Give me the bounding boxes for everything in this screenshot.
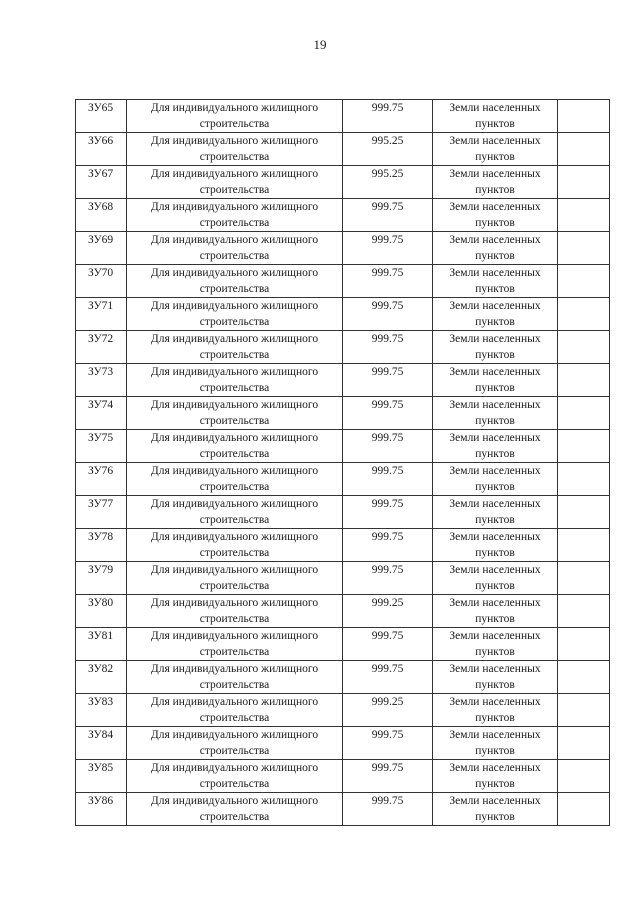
- extra-cell: [558, 430, 610, 463]
- parcel-id: ЗУ73: [88, 366, 114, 378]
- permitted-use-cell: [127, 595, 343, 628]
- extra-cell: [558, 595, 610, 628]
- permitted-use-line-1: Для индивидуального жилищного: [150, 465, 319, 477]
- parcel-id: ЗУ83: [88, 696, 114, 708]
- parcel-area: 999.75: [371, 498, 404, 510]
- land-category-line-1: Земли населенных: [449, 267, 541, 279]
- permitted-use-line-1: Для индивидуального жилищного: [150, 135, 319, 147]
- table-row: [76, 760, 610, 793]
- permitted-use-line-2: строительства: [199, 415, 270, 427]
- area-cell: [343, 496, 433, 529]
- parcel-id: ЗУ86: [88, 795, 114, 807]
- land-category-cell: [433, 529, 558, 562]
- land-category-cell: [433, 298, 558, 331]
- extra-cell: [558, 133, 610, 166]
- parcel-id-cell: [76, 628, 127, 661]
- land-category-line-2: пунктов: [475, 349, 515, 361]
- permitted-use-cell: [127, 628, 343, 661]
- land-category-line-1: Земли населенных: [449, 663, 541, 675]
- land-category-line-1: Земли населенных: [449, 597, 541, 609]
- permitted-use-line-1: Для индивидуального жилищного: [150, 630, 319, 642]
- parcel-id-cell: [76, 562, 127, 595]
- area-cell: [343, 166, 433, 199]
- permitted-use-cell: [127, 331, 343, 364]
- land-category-cell: [433, 727, 558, 760]
- extra-cell: [558, 727, 610, 760]
- permitted-use-line-1: Для индивидуального жилищного: [150, 696, 319, 708]
- permitted-use-line-2: строительства: [199, 184, 270, 196]
- table-row: [76, 694, 610, 727]
- area-cell: [343, 760, 433, 793]
- parcel-area: 999.25: [371, 696, 404, 708]
- permitted-use-line-2: строительства: [199, 547, 270, 559]
- extra-cell: [558, 463, 610, 496]
- permitted-use-line-2: строительства: [199, 811, 270, 823]
- parcel-id-cell: [76, 265, 127, 298]
- area-cell: [343, 331, 433, 364]
- table-row: [76, 463, 610, 496]
- land-category-line-2: пунктов: [475, 481, 515, 493]
- area-cell: [343, 694, 433, 727]
- parcel-id: ЗУ67: [88, 168, 114, 180]
- land-category-line-1: Земли населенных: [449, 399, 541, 411]
- permitted-use-cell: [127, 661, 343, 694]
- table-row: [76, 133, 610, 166]
- parcel-id-cell: [76, 760, 127, 793]
- land-category-cell: [433, 595, 558, 628]
- table-row: [76, 232, 610, 265]
- land-category-line-2: пунктов: [475, 316, 515, 328]
- parcel-id-cell: [76, 463, 127, 496]
- permitted-use-cell: [127, 694, 343, 727]
- extra-cell: [558, 694, 610, 727]
- land-category-line-1: Земли населенных: [449, 564, 541, 576]
- parcel-id: ЗУ65: [88, 102, 114, 114]
- land-category-line-1: Земли населенных: [449, 630, 541, 642]
- table-row: [76, 430, 610, 463]
- parcel-area: 999.75: [371, 201, 404, 213]
- land-category-line-1: Земли населенных: [449, 333, 541, 345]
- extra-cell: [558, 496, 610, 529]
- land-category-line-2: пунктов: [475, 811, 515, 823]
- land-category-cell: [433, 661, 558, 694]
- parcel-id: ЗУ77: [88, 498, 114, 510]
- parcel-area: 999.75: [371, 762, 404, 774]
- permitted-use-line-1: Для индивидуального жилищного: [150, 300, 319, 312]
- land-category-cell: [433, 496, 558, 529]
- table-row: [76, 364, 610, 397]
- permitted-use-line-2: строительства: [199, 118, 270, 130]
- land-category-line-1: Земли населенных: [449, 366, 541, 378]
- parcel-id: ЗУ84: [88, 729, 114, 741]
- permitted-use-line-1: Для индивидуального жилищного: [150, 432, 319, 444]
- land-category-line-1: Земли населенных: [449, 795, 541, 807]
- extra-cell: [558, 760, 610, 793]
- parcel-area: 999.75: [371, 729, 404, 741]
- land-category-line-2: пунктов: [475, 382, 515, 394]
- parcel-id-cell: [76, 496, 127, 529]
- area-cell: [343, 232, 433, 265]
- land-category-line-2: пунктов: [475, 283, 515, 295]
- land-category-cell: [433, 562, 558, 595]
- permitted-use-line-2: строительства: [199, 349, 270, 361]
- permitted-use-cell: [127, 364, 343, 397]
- permitted-use-line-2: строительства: [199, 679, 270, 691]
- permitted-use-line-1: Для индивидуального жилищного: [150, 564, 319, 576]
- permitted-use-cell: [127, 760, 343, 793]
- table-row: [76, 628, 610, 661]
- land-category-line-2: пунктов: [475, 679, 515, 691]
- permitted-use-cell: [127, 133, 343, 166]
- parcel-area: 999.75: [371, 564, 404, 576]
- land-category-line-1: Земли населенных: [449, 729, 541, 741]
- land-category-line-1: Земли населенных: [449, 234, 541, 246]
- land-category-cell: [433, 397, 558, 430]
- parcel-area: 999.75: [371, 333, 404, 345]
- permitted-use-cell: [127, 430, 343, 463]
- permitted-use-cell: [127, 727, 343, 760]
- table-row: [76, 661, 610, 694]
- permitted-use-line-1: Для индивидуального жилищного: [150, 729, 319, 741]
- land-category-cell: [433, 628, 558, 661]
- land-category-cell: [433, 694, 558, 727]
- permitted-use-line-1: Для индивидуального жилищного: [150, 597, 319, 609]
- extra-cell: [558, 661, 610, 694]
- permitted-use-line-2: строительства: [199, 613, 270, 625]
- permitted-use-line-2: строительства: [199, 448, 270, 460]
- land-category-cell: [433, 166, 558, 199]
- permitted-use-cell: [127, 463, 343, 496]
- parcel-id-cell: [76, 727, 127, 760]
- permitted-use-cell: [127, 265, 343, 298]
- land-category-line-2: пунктов: [475, 712, 515, 724]
- permitted-use-line-2: строительства: [199, 151, 270, 163]
- permitted-use-cell: [127, 199, 343, 232]
- permitted-use-line-1: Для индивидуального жилищного: [150, 663, 319, 675]
- permitted-use-line-1: Для индивидуального жилищного: [150, 498, 319, 510]
- parcel-id: ЗУ71: [88, 300, 114, 312]
- land-category-cell: [433, 364, 558, 397]
- area-cell: [343, 793, 433, 826]
- table-row: [76, 265, 610, 298]
- land-category-cell: [433, 760, 558, 793]
- parcel-id-cell: [76, 298, 127, 331]
- permitted-use-line-2: строительства: [199, 382, 270, 394]
- permitted-use-line-2: строительства: [199, 580, 270, 592]
- land-category-cell: [433, 133, 558, 166]
- parcel-id-cell: [76, 661, 127, 694]
- parcel-area: 999.75: [371, 531, 404, 543]
- land-category-line-2: пунктов: [475, 151, 515, 163]
- parcel-id-cell: [76, 694, 127, 727]
- permitted-use-cell: [127, 562, 343, 595]
- table-row: [76, 562, 610, 595]
- area-cell: [343, 199, 433, 232]
- table-row: [76, 397, 610, 430]
- land-category-cell: [433, 199, 558, 232]
- land-category-line-1: Земли населенных: [449, 168, 541, 180]
- parcel-area: 999.75: [371, 102, 404, 114]
- permitted-use-line-1: Для индивидуального жилищного: [150, 762, 319, 774]
- table-body: [76, 100, 610, 826]
- area-cell: [343, 562, 433, 595]
- parcel-id-cell: [76, 364, 127, 397]
- parcel-id: ЗУ81: [88, 630, 114, 642]
- permitted-use-line-1: Для индивидуального жилищного: [150, 366, 319, 378]
- permitted-use-cell: [127, 232, 343, 265]
- land-category-line-2: пунктов: [475, 184, 515, 196]
- land-category-line-2: пунктов: [475, 613, 515, 625]
- parcel-area: 999.75: [371, 300, 404, 312]
- parcel-id: ЗУ76: [88, 465, 114, 477]
- land-category-line-2: пунктов: [475, 118, 515, 130]
- table-row: [76, 595, 610, 628]
- permitted-use-cell: [127, 166, 343, 199]
- permitted-use-line-2: строительства: [199, 745, 270, 757]
- land-category-line-1: Земли населенных: [449, 465, 541, 477]
- area-cell: [343, 595, 433, 628]
- parcel-area: 999.75: [371, 267, 404, 279]
- land-category-line-2: пунктов: [475, 580, 515, 592]
- extra-cell: [558, 232, 610, 265]
- parcel-id-cell: [76, 430, 127, 463]
- parcel-id-cell: [76, 166, 127, 199]
- extra-cell: [558, 298, 610, 331]
- area-cell: [343, 628, 433, 661]
- parcel-id-cell: [76, 100, 127, 133]
- parcel-id-cell: [76, 232, 127, 265]
- extra-cell: [558, 628, 610, 661]
- land-category-line-2: пунктов: [475, 217, 515, 229]
- parcel-area: 999.75: [371, 663, 404, 675]
- extra-cell: [558, 265, 610, 298]
- land-category-line-1: Земли населенных: [449, 498, 541, 510]
- parcel-id-cell: [76, 331, 127, 364]
- land-category-line-1: Земли населенных: [449, 696, 541, 708]
- land-category-line-2: пунктов: [475, 514, 515, 526]
- area-cell: [343, 463, 433, 496]
- extra-cell: [558, 166, 610, 199]
- land-category-line-1: Земли населенных: [449, 300, 541, 312]
- permitted-use-cell: [127, 529, 343, 562]
- parcel-area: 995.25: [371, 168, 404, 180]
- extra-cell: [558, 364, 610, 397]
- land-category-line-2: пунктов: [475, 646, 515, 658]
- area-cell: [343, 727, 433, 760]
- permitted-use-cell: [127, 298, 343, 331]
- parcel-area: 999.75: [371, 432, 404, 444]
- parcel-id: ЗУ75: [88, 432, 114, 444]
- parcel-area: 999.75: [371, 630, 404, 642]
- land-category-cell: [433, 793, 558, 826]
- table-row: [76, 529, 610, 562]
- page-number: 19: [313, 37, 327, 52]
- extra-cell: [558, 529, 610, 562]
- parcel-id: ЗУ79: [88, 564, 114, 576]
- parcel-area: 999.75: [371, 366, 404, 378]
- permitted-use-line-2: строительства: [199, 217, 270, 229]
- extra-cell: [558, 199, 610, 232]
- parcel-area: 999.75: [371, 399, 404, 411]
- parcel-id: ЗУ82: [88, 663, 114, 675]
- permitted-use-line-2: строительства: [199, 514, 270, 526]
- land-category-cell: [433, 463, 558, 496]
- permitted-use-line-1: Для индивидуального жилищного: [150, 234, 319, 246]
- permitted-use-line-2: строительства: [199, 283, 270, 295]
- land-category-cell: [433, 430, 558, 463]
- permitted-use-line-2: строительства: [199, 250, 270, 262]
- area-cell: [343, 265, 433, 298]
- parcel-id: ЗУ69: [88, 234, 114, 246]
- permitted-use-line-2: строительства: [199, 778, 270, 790]
- parcel-id: ЗУ85: [88, 762, 114, 774]
- area-cell: [343, 364, 433, 397]
- permitted-use-line-2: строительства: [199, 481, 270, 493]
- land-category-cell: [433, 100, 558, 133]
- permitted-use-line-1: Для индивидуального жилищного: [150, 267, 319, 279]
- permitted-use-cell: [127, 100, 343, 133]
- land-category-line-2: пунктов: [475, 415, 515, 427]
- permitted-use-line-2: строительства: [199, 712, 270, 724]
- parcel-id: ЗУ70: [88, 267, 114, 279]
- area-cell: [343, 133, 433, 166]
- parcel-area: 999.75: [371, 234, 404, 246]
- permitted-use-line-2: строительства: [199, 316, 270, 328]
- land-category-cell: [433, 331, 558, 364]
- permitted-use-cell: [127, 397, 343, 430]
- land-category-line-1: Земли населенных: [449, 201, 541, 213]
- table-row: [76, 496, 610, 529]
- land-category-cell: [433, 265, 558, 298]
- land-parcels-table: [75, 99, 610, 826]
- table-row: [76, 100, 610, 133]
- land-category-cell: [433, 232, 558, 265]
- land-category-line-1: Земли населенных: [449, 762, 541, 774]
- extra-cell: [558, 562, 610, 595]
- extra-cell: [558, 397, 610, 430]
- land-category-line-1: Земли населенных: [449, 102, 541, 114]
- permitted-use-line-1: Для индивидуального жилищного: [150, 168, 319, 180]
- land-category-line-2: пунктов: [475, 745, 515, 757]
- extra-cell: [558, 100, 610, 133]
- land-category-line-1: Земли населенных: [449, 531, 541, 543]
- table-row: [76, 199, 610, 232]
- parcel-id: ЗУ80: [88, 597, 114, 609]
- parcel-id: ЗУ78: [88, 531, 114, 543]
- parcel-id-cell: [76, 133, 127, 166]
- parcel-id: ЗУ74: [88, 399, 114, 411]
- permitted-use-line-1: Для индивидуального жилищного: [150, 333, 319, 345]
- area-cell: [343, 100, 433, 133]
- area-cell: [343, 529, 433, 562]
- land-category-line-2: пунктов: [475, 250, 515, 262]
- area-cell: [343, 430, 433, 463]
- parcel-id-cell: [76, 529, 127, 562]
- extra-cell: [558, 331, 610, 364]
- land-category-line-1: Земли населенных: [449, 135, 541, 147]
- parcel-area: 999.25: [371, 597, 404, 609]
- area-cell: [343, 397, 433, 430]
- extra-cell: [558, 793, 610, 826]
- parcel-id: ЗУ72: [88, 333, 114, 345]
- permitted-use-line-1: Для индивидуального жилищного: [150, 201, 319, 213]
- area-cell: [343, 298, 433, 331]
- parcel-id: ЗУ68: [88, 201, 114, 213]
- permitted-use-line-1: Для индивидуального жилищного: [150, 531, 319, 543]
- parcel-area: 999.75: [371, 465, 404, 477]
- parcel-area: 999.75: [371, 795, 404, 807]
- permitted-use-cell: [127, 793, 343, 826]
- land-category-line-2: пунктов: [475, 547, 515, 559]
- area-cell: [343, 661, 433, 694]
- parcel-area: 995.25: [371, 135, 404, 147]
- parcel-id-cell: [76, 199, 127, 232]
- table-row: [76, 331, 610, 364]
- table-row: [76, 727, 610, 760]
- parcel-id-cell: [76, 397, 127, 430]
- parcel-id-cell: [76, 595, 127, 628]
- land-category-line-2: пунктов: [475, 448, 515, 460]
- permitted-use-cell: [127, 496, 343, 529]
- permitted-use-line-1: Для индивидуального жилищного: [150, 399, 319, 411]
- table-row: [76, 166, 610, 199]
- parcel-id-cell: [76, 793, 127, 826]
- land-category-line-1: Земли населенных: [449, 432, 541, 444]
- land-category-line-2: пунктов: [475, 778, 515, 790]
- permitted-use-line-1: Для индивидуального жилищного: [150, 795, 319, 807]
- permitted-use-line-2: строительства: [199, 646, 270, 658]
- table-row: [76, 793, 610, 826]
- table-row: [76, 298, 610, 331]
- parcel-id: ЗУ66: [88, 135, 114, 147]
- permitted-use-line-1: Для индивидуального жилищного: [150, 102, 319, 114]
